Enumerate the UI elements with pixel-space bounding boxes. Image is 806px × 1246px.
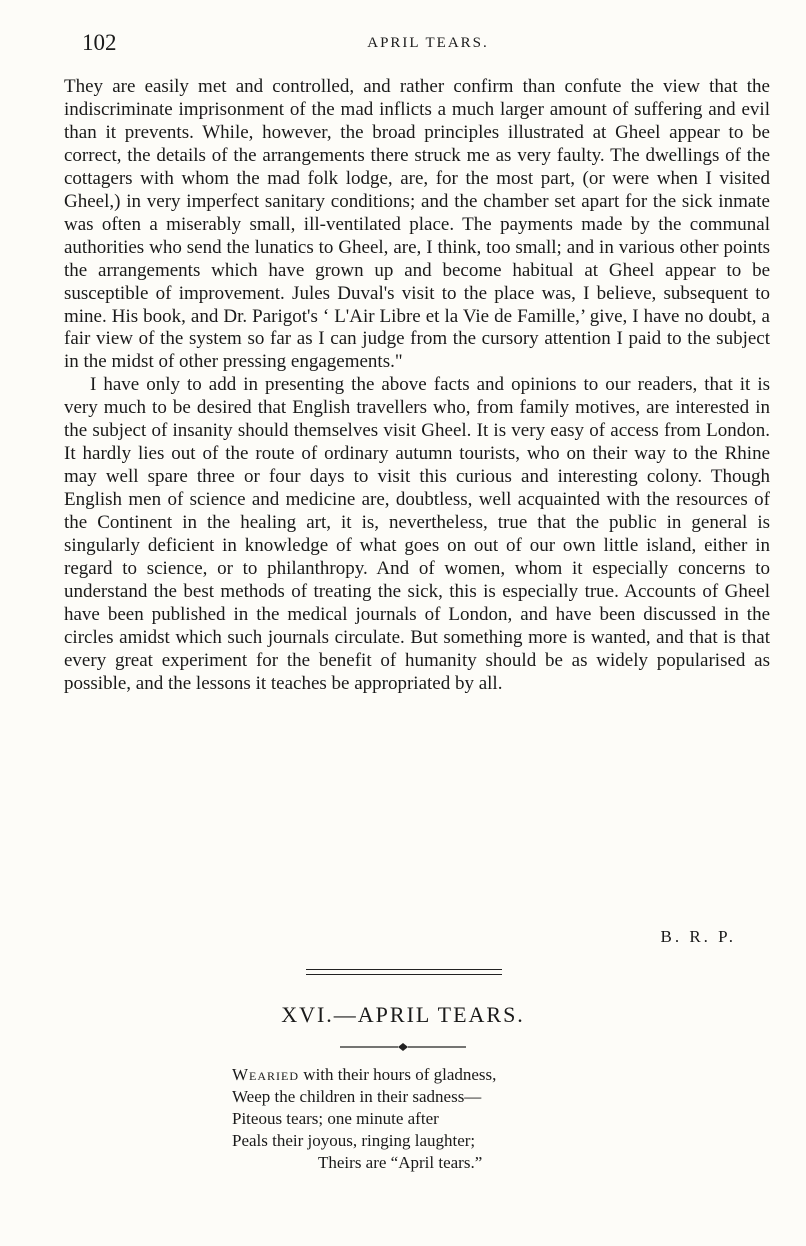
paragraph-continued: They are easily met and controlled, and rather confirm than confute the view that the indiscriminate imprisonment of the mad inflicts a much larger amount of suffering and evil than it prevents. While, however, the broad principles illustrated at Gheel appear to be correct, the details of the arrangements there struck me as very faulty. The dwellings of the cottagers with whom the mad folk lodge, are, for the most part, (or were when I visited Gheel,) in very imperfect sanitary conditions; and the chamber set apart for the sick inmate was often a miserably small, ill-ventilated place. The payments made by the communal authorities who send the lunatics to Gheel, are, I think, too small; and in various other points the arrangements which have grown up and become habitual at Gheel appear to be susceptible of improvement. Jules Duval's visit to the place was, I believe, subsequent to mine. His book, and Dr. Parigot's ‘ L'Air Libre et la Vie de Famille,’ give, I have no doubt, a fair view of the system so far as I can judge from the cursory attention I paid to the subject in the midst of other pressing engagements." (64, 76, 770, 373)
poem-first-word: Wearied (232, 1065, 300, 1084)
article-body (64, 76, 770, 696)
poem-line: Weep the children in their sadness— (232, 1087, 482, 1106)
poem-line: Peals their joyous, ringing laughter; (232, 1131, 476, 1150)
paragraph: I have only to add in presenting the above facts and opinions to our readers, that it is very much to be desired that English travellers who, from family motives, are interested in the subject of insanity should themselves visit Gheel. It is very easy of access from London. It hardly lies out of the route of ordinary autumn tourists, who on their way to the Rhine may well spare three or four days to visit this curious and interesting colony. Though English men of science and medicine are, doubtless, well acquainted with the resources of the Continent in the healing art, it is, nevertheless, true that the public in general is singularly deficient in knowledge of what goes on out of our own little island, either in regard to science, or to philanthropy. And of women, whom it especially concerns to understand the best methods of treating the sick, this is especially true. Accounts of Gheel have been published in the medical journals of London, and have been discussed in the circles amidst which such journals circulate. But something more is wanted, and that is that every great experiment for the benefit of humanity should be as widely popularised as possible, and the lessons it teaches be appropriated by all. (64, 374, 770, 694)
ornament-rule-icon (338, 1042, 468, 1052)
poem-line (232, 1064, 652, 1086)
author-signature: B. R. P. (660, 927, 736, 946)
poem-line: Piteous tears; one minute after (232, 1109, 439, 1128)
poem (232, 1064, 652, 1174)
running-head (82, 30, 774, 60)
poem-refrain: Theirs are “April tears.” (318, 1153, 483, 1172)
section-heading: XVI.—APRIL TEARS. (281, 1002, 525, 1027)
running-title: APRIL TEARS. (367, 35, 489, 51)
page-number: 102 (82, 30, 117, 55)
poem-line-rest: with their hours of gladness, (299, 1065, 497, 1084)
section-divider (306, 969, 502, 975)
